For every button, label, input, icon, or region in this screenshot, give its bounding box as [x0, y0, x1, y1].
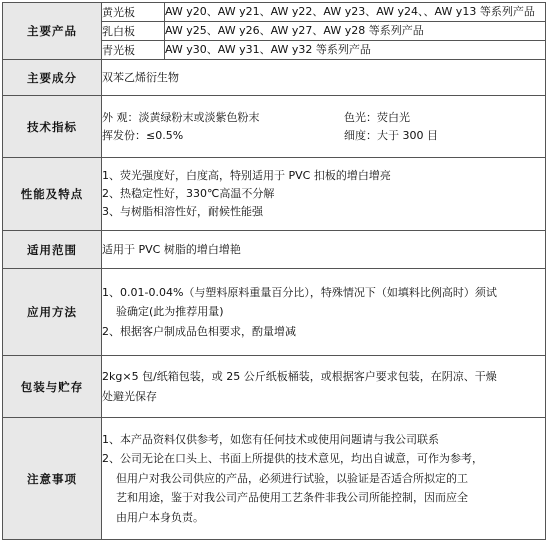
- packaging-row: [3, 356, 546, 418]
- note-line: 2、公司无论在口头上、书面上所提供的技术意见，均出自诚意，可作为参考，: [102, 452, 483, 466]
- feature-item: 1、荧光强度好，白度高，特别适用于 PVC 扣板的增白增亮: [102, 169, 391, 182]
- note-line: 艺和用途，鉴于对我公司产品使用工艺条件非我公司所能控制，因而应全: [116, 491, 468, 505]
- product-desc: AW y25、AW y26、AW y27、AW y28 等系列产品: [165, 22, 546, 41]
- product-type: 青光板: [102, 41, 165, 60]
- main-component-value: 双苯乙烯衍生物: [102, 60, 546, 96]
- packaging-label: 包装与贮存: [3, 356, 102, 418]
- product-type: 乳白板: [102, 22, 165, 41]
- usage-line: 2、根据客户制成品色相要求，酌量增减: [102, 324, 296, 338]
- usage-line: 验确定(此为推荐用量): [116, 305, 224, 319]
- product-type: 黄光板: [102, 3, 165, 22]
- usage-label: 应用方法: [3, 269, 102, 356]
- main-component-label: 主要成分: [3, 60, 102, 96]
- appearance-spec: 外 观：淡黄绿粉末或淡紫色粉末: [102, 110, 260, 124]
- tech-spec-cell: [102, 96, 546, 158]
- color-light-spec: 色光：荧白光: [344, 110, 410, 124]
- note-line: 由用户本身负责。: [116, 510, 204, 524]
- usage-line: 1、0.01-0.04%（与塑料原料重量百分比），特殊情况下（如填料比例高时）须试: [102, 285, 497, 299]
- scope-value: 适用于 PVC 树脂的增白增艳: [102, 231, 546, 269]
- features-label: 性能及特点: [3, 158, 102, 231]
- notes-cell: [102, 418, 546, 540]
- notes-row: [3, 418, 546, 540]
- product-desc: AW y20、AW y21、AW y22、AW y23、AW y24、、AW y13 等系列产品: [165, 3, 546, 22]
- packaging-cell: [102, 356, 546, 418]
- note-line: 但用户对我公司供应的产品，必须进行试验，以验证是否适合所拟定的工: [116, 471, 468, 485]
- scope-label: 适用范围: [3, 231, 102, 269]
- fineness-spec: 细度：大于 300 目: [344, 128, 438, 142]
- main-products-label: 主要产品: [3, 3, 102, 60]
- usage-cell: [102, 269, 546, 356]
- usage-row: [3, 269, 546, 356]
- features-cell: [102, 158, 546, 231]
- spec-table: [2, 2, 546, 540]
- product-desc: AW y30、AW y31、AW y32 等系列产品: [165, 41, 546, 60]
- feature-item: 2、热稳定性好，330℃高温不分解: [102, 187, 275, 200]
- features-row: [3, 158, 546, 231]
- notes-label: 注意事项: [3, 418, 102, 540]
- packaging-line: 处避光保存: [102, 389, 157, 403]
- product-row-yellow: [3, 3, 546, 22]
- scope-row: [3, 231, 546, 269]
- tech-spec-row: [3, 96, 546, 158]
- component-row: [3, 60, 546, 96]
- note-line: 1、本产品资料仅供参考，如您有任何技术或使用问题请与我公司联系: [102, 432, 439, 446]
- tech-spec-label: 技术指标: [3, 96, 102, 158]
- feature-item: 3、与树脂相溶性好，耐候性能强: [102, 205, 263, 218]
- volatile-spec: 挥发份：≤0.5%: [102, 128, 184, 142]
- packaging-line: 2kg×5 包/纸箱包装，或 25 公斤纸板桶装，或根据客户要求包装，在阴凉、干燥: [102, 370, 497, 383]
